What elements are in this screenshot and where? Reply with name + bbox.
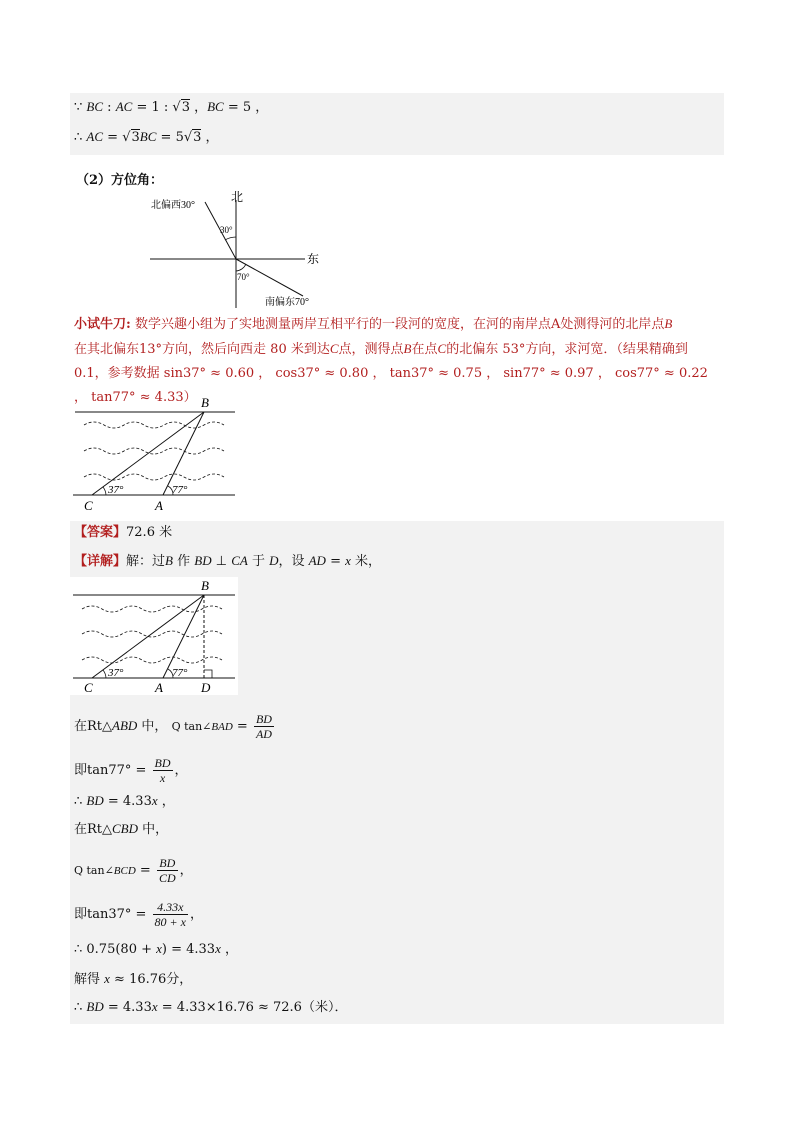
detail-line: 【详解】解：过B 作 BD ⊥ CA 于 D，设 AD = x 米，: [74, 553, 382, 569]
label-se70: 南偏东70°: [265, 297, 309, 308]
angle-77-label: 77°: [172, 667, 188, 679]
angle-37-label: 37°: [108, 667, 124, 679]
step-bd-433x: ∴ BD = 4.33x ，: [74, 793, 175, 809]
point-A-label: A: [155, 498, 163, 513]
point-A-label: A: [155, 680, 163, 695]
point-C-label: C: [84, 498, 93, 513]
ac-result-line: ∴ AC = √3BC = 5√3 ，: [74, 129, 219, 145]
arc-37: [103, 487, 106, 495]
point-D-label: D: [201, 680, 211, 695]
step-tan-bcd: Q tan∠BCD = $\frac{BD}{CD}$ ，: [74, 856, 193, 885]
arc-30: [225, 237, 236, 240]
point-B-label: B: [201, 395, 209, 410]
arc-70: [236, 264, 246, 271]
answer-line: 【答案】72.6 米: [74, 525, 173, 540]
point-C-label: C: [84, 680, 93, 695]
step-solve-x: 解得 x ≈ 16.76分，: [74, 971, 193, 987]
label-north: 北: [231, 190, 244, 204]
step-final: ∴ BD = 4.33x = 4.33×16.76 ≈ 72.6（米）．: [74, 999, 348, 1015]
fraction-bd-ad: $\frac{BD}{AD}$: [255, 712, 272, 741]
step-rt-abd: 在Rt△ABD 中， Q tan∠BAD = $\frac{BD}{AD}$: [74, 712, 272, 741]
line-AB: [163, 412, 204, 495]
problem-statement: 小试牛刀: 数学兴趣小组为了实地测量两岸互相平行的一段河的宽度，在河的南岸点A处测得河的北岸点B 在其北偏东13°方向，然后向西走 80 米到达C点，测得点B在点C的北偏东 53°方向，求河宽．（结果精确到 0.1，参考数据 sin37° ≈ 0.60 ， cos37° ≈ 0.80 ， tan37° ≈ 0.75 ， sin77° ≈ 0.97 ， cos77° ≈ 0.22 ， tan77° ≈ 4.33）: [74, 316, 708, 405]
wave-1: [84, 422, 224, 428]
point-B-label: B: [201, 578, 209, 593]
step-tan37: 即tan37° = $\frac{4.33x}{80 + x}$ ，: [74, 900, 203, 929]
angle-77-label: 77°: [172, 484, 188, 496]
fraction-bd-x: $\frac{BD}{x}$: [154, 756, 171, 785]
step-tan77: 即tan77° = $\frac{BD}{x}$ ，: [74, 756, 188, 785]
angle-37-label: 37°: [108, 484, 124, 496]
angle-70-label: 70°: [237, 272, 250, 282]
fraction-bd-cd: $\frac{BD}{CD}$: [158, 856, 176, 885]
compass-diagram: [145, 190, 345, 310]
fraction-433x-80x: $\frac{4.33x}{80 + x}$: [154, 900, 186, 929]
angle-30-label: 30°: [220, 225, 233, 235]
label-east: 东: [307, 252, 320, 266]
river-figure-2: [70, 577, 238, 695]
label-nw30: 北偏西30°: [151, 200, 195, 211]
ratio-line: ∵ BC : AC = 1 : √3 ，BC = 5 ，: [74, 99, 269, 115]
section-heading: （2）方位角：: [76, 173, 164, 188]
wave-3: [84, 474, 224, 480]
river-figure-1: [70, 395, 240, 513]
step-rt-cbd: 在Rt△CBD 中，: [74, 821, 169, 837]
step-equation: ∴ 0.75(80 + x) = 4.33x ，: [74, 941, 239, 957]
